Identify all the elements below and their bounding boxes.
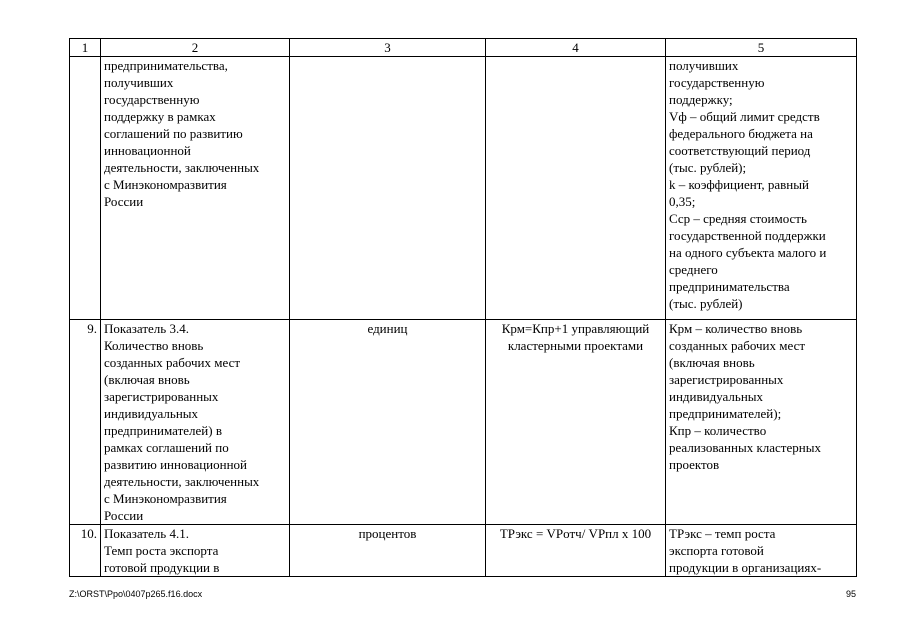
formula-cell (486, 57, 666, 320)
indicator-cell: Показатель 3.4. Количество вновь созданных рабочих мест (включая вновь зарегистрированных индивидуальных предпринимателей) в рамках соглашений по развитию инновационной деятельности, заключенных с Минэкономразвития России (101, 320, 290, 525)
column-header: 4 (486, 39, 666, 57)
row-number: 9. (70, 320, 101, 525)
table-row (70, 57, 857, 320)
notes-cell: ТРэкс – темп роста экспорта готовой продукции в организациях- (666, 525, 857, 577)
formula-cell: Крм=Кпр+1 управляющий кластерными проектами (486, 320, 666, 525)
page-number: 95 (845, 589, 856, 599)
notes-cell: получивших государственную поддержку; Vф – общий лимит средств федерального бюджета на соответствующий период (тыс. рублей); k – коэффициент, равный 0,35; Сср – средняя стоимость государственной поддержки на одного субъекта малого и среднего предпринимательства (тыс. рублей) (666, 57, 857, 320)
row-number: 10. (70, 525, 101, 577)
unit-cell (290, 57, 486, 320)
notes-cell: Крм – количество вновь созданных рабочих мест (включая вновь зарегистрированных индивидуальных предпринимателей); Кпр – количество реализованных кластерных проектов (666, 320, 857, 525)
footer-file-path: Z:\ORST\Ppo\0407p265.f16.docx (69, 589, 203, 599)
document-table (69, 38, 857, 577)
unit-cell: процентов (290, 525, 486, 577)
table-header-row (70, 39, 857, 57)
column-header: 5 (666, 39, 857, 57)
column-header: 2 (101, 39, 290, 57)
table-row (70, 525, 857, 577)
formula-cell: ТРэкс = VPотч/ VPпл х 100 (486, 525, 666, 577)
row-number (70, 57, 101, 320)
column-header: 1 (70, 39, 101, 57)
column-header: 3 (290, 39, 486, 57)
unit-cell: единиц (290, 320, 486, 525)
table-row (70, 320, 857, 525)
indicator-cell: Показатель 4.1. Темп роста экспорта готовой продукции в (101, 525, 290, 577)
indicator-cell: предпринимательства, получивших государственную поддержку в рамках соглашений по развитию инновационной деятельности, заключенных с Минэкономразвития России (101, 57, 290, 320)
